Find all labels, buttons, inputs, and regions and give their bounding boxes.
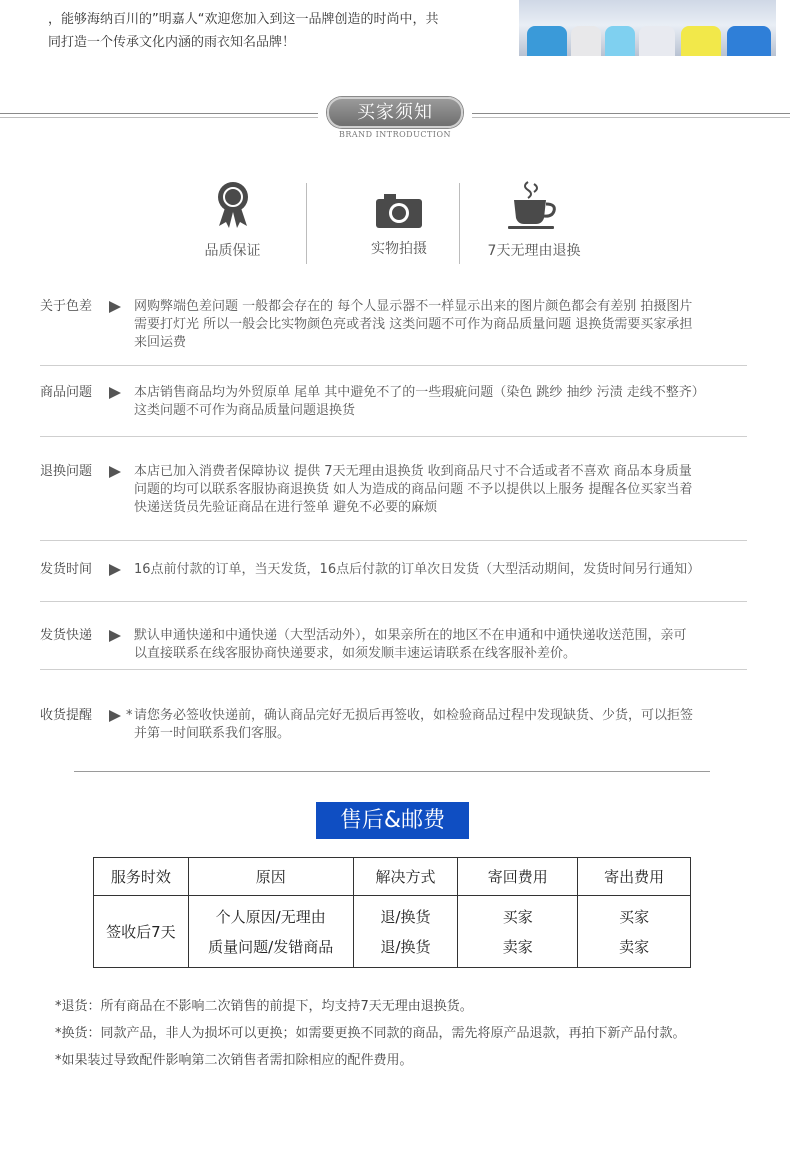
notice-line: 本店已加入消费者保障协议 提供 7天无理由退换货 收到商品尺寸不合适或者不喜欢 商品本身质量 <box>134 464 692 479</box>
notice-text <box>134 627 754 663</box>
notice-courier <box>40 627 750 663</box>
section-title: 买家须知 <box>327 97 463 128</box>
cost-item: 买家 <box>619 907 650 926</box>
divider <box>40 669 747 670</box>
feature-label-quality: 品质保证 <box>204 243 261 259</box>
notice-label: 退换问题 <box>40 464 93 479</box>
arrow-right-icon <box>109 710 121 722</box>
fee-table <box>93 857 691 968</box>
notice-label: 关于色差 <box>40 299 93 314</box>
store-photo <box>519 0 776 56</box>
award-ribbon-icon <box>213 180 253 230</box>
header-line-left-2 <box>0 117 318 118</box>
feature-divider-1 <box>306 183 307 264</box>
notice-ship-time <box>40 561 750 579</box>
note-accessories: *如果装过导致配件影响第二次销售者需扣除相应的配件费用。 <box>55 1053 413 1068</box>
notice-line: 网购弊端色差问题 一般都会存在的 每个人显示器不一样显示出来的图片颜色都会有差别 拍摄图片 <box>134 299 693 314</box>
reason-item: 个人原因/无理由 <box>215 907 326 926</box>
policy-notes <box>55 993 686 1074</box>
coffee-cup-icon <box>506 180 562 230</box>
cell-reason <box>188 896 353 968</box>
after-sales-title: 售后&邮费 <box>316 802 469 839</box>
notice-text <box>134 298 754 352</box>
intro-line-2: 同打造一个传承文化内涵的雨衣知名品牌！ <box>48 35 296 50</box>
notice-line: 需要打灯光 所以一般会比实物颜色亮或者浅 这类问题不可作为商品质量问题 退换货需要买家承担 <box>134 317 693 332</box>
cell-send-cost <box>578 896 691 968</box>
notice-line: 快递送货员先验证商品在进行签单 避免不必要的麻烦 <box>134 500 438 515</box>
divider <box>40 436 747 437</box>
feature-label-photo: 实物拍摄 <box>371 241 427 257</box>
intro-text <box>48 8 498 54</box>
notice-text <box>134 463 754 517</box>
header-solution: 解决方式 <box>353 858 458 896</box>
header-line-left <box>0 113 318 114</box>
notice-line: 请您务必签收快递前，确认商品完好无损后再签收，如检验商品过程中发现缺货、少货，可以拒签 <box>134 708 694 723</box>
table-row <box>94 896 691 968</box>
arrow-right-icon <box>109 630 121 642</box>
header-line-right <box>472 113 790 114</box>
notice-text <box>134 561 754 579</box>
divider <box>40 540 747 541</box>
header-line-right-2 <box>472 117 790 118</box>
cell-period: 签收后7天 <box>94 896 189 968</box>
notice-line: 以直接联系在线客服协商快递要求，如须发顺丰速运请联系在线客服补差价。 <box>134 646 577 661</box>
notice-label: 发货快递 <box>40 628 93 643</box>
cell-solution <box>353 896 458 968</box>
cost-item: 卖家 <box>619 937 650 956</box>
solution-item: 退/换货 <box>380 937 431 956</box>
divider <box>74 771 710 772</box>
notice-label: 发货时间 <box>40 562 93 577</box>
asterisk: * <box>126 708 133 723</box>
notice-color-diff <box>40 298 750 352</box>
notice-receipt <box>40 707 750 743</box>
notice-line: 16点前付款的订单，当天发货，16点后付款的订单次日发货（大型活动期间，发货时间另行通知） <box>134 562 701 577</box>
feature-quality <box>195 180 270 260</box>
notice-product-issue <box>40 384 750 420</box>
header-return-cost: 寄回费用 <box>458 858 578 896</box>
arrow-right-icon <box>109 466 121 478</box>
notice-text <box>134 707 754 743</box>
divider <box>40 365 747 366</box>
fee-table-header <box>94 858 691 896</box>
cost-item: 买家 <box>502 907 533 926</box>
note-exchange: *换货：同款产品，非人为损坏可以更换；如需要更换不同款的商品，需先将原产品退款，再拍下新产品付款。 <box>55 1026 686 1041</box>
header-reason: 原因 <box>188 858 353 896</box>
cost-item: 卖家 <box>502 937 533 956</box>
feature-photo <box>354 192 444 258</box>
notice-line: 这类问题不可作为商品质量问题退换货 <box>134 403 356 418</box>
notice-label: 商品问题 <box>40 385 93 400</box>
notice-line: 并第一时间联系我们客服。 <box>134 726 291 741</box>
notice-line: 来回运费 <box>134 335 187 350</box>
header-send-cost: 寄出费用 <box>578 858 691 896</box>
arrow-right-icon <box>109 301 121 313</box>
notice-line: 本店销售商品均为外贸原单 尾单 其中避免不了的一些瑕疵问题（染色 跳纱 抽纱 污渍 走线不整齐） <box>134 385 705 400</box>
section-subtitle: BRAND INTRODUCTION <box>338 130 452 139</box>
header-period: 服务时效 <box>94 858 189 896</box>
note-return: *退货：所有商品在不影响二次销售的前提下，均支持7天无理由退换货。 <box>55 999 473 1014</box>
notice-text <box>134 384 754 420</box>
arrow-right-icon <box>109 564 121 576</box>
reason-item: 质量问题/发错商品 <box>208 937 334 956</box>
arrow-right-icon <box>109 387 121 399</box>
notice-label: 收货提醒 <box>40 708 93 723</box>
divider <box>40 601 747 602</box>
feature-return <box>482 180 586 260</box>
notice-line: 默认申通快递和中通快递（大型活动外），如果亲所在的地区不在申通和中通快递收送范围，亲可 <box>134 628 687 643</box>
feature-label-return: 7天无理由退换 <box>487 243 581 259</box>
feature-divider-2 <box>459 183 460 264</box>
cell-return-cost <box>458 896 578 968</box>
notice-exchange <box>40 463 750 517</box>
notice-line: 问题的均可以联系客服协商退换货 如人为造成的商品问题 不予以提供以上服务 提醒各位买家当着 <box>134 482 693 497</box>
camera-icon <box>374 192 424 230</box>
intro-line-1: ，能够海纳百川的”明嘉人“欢迎您加入到这一品牌创造的时尚中，共 <box>48 12 439 27</box>
solution-item: 退/换货 <box>380 907 431 926</box>
